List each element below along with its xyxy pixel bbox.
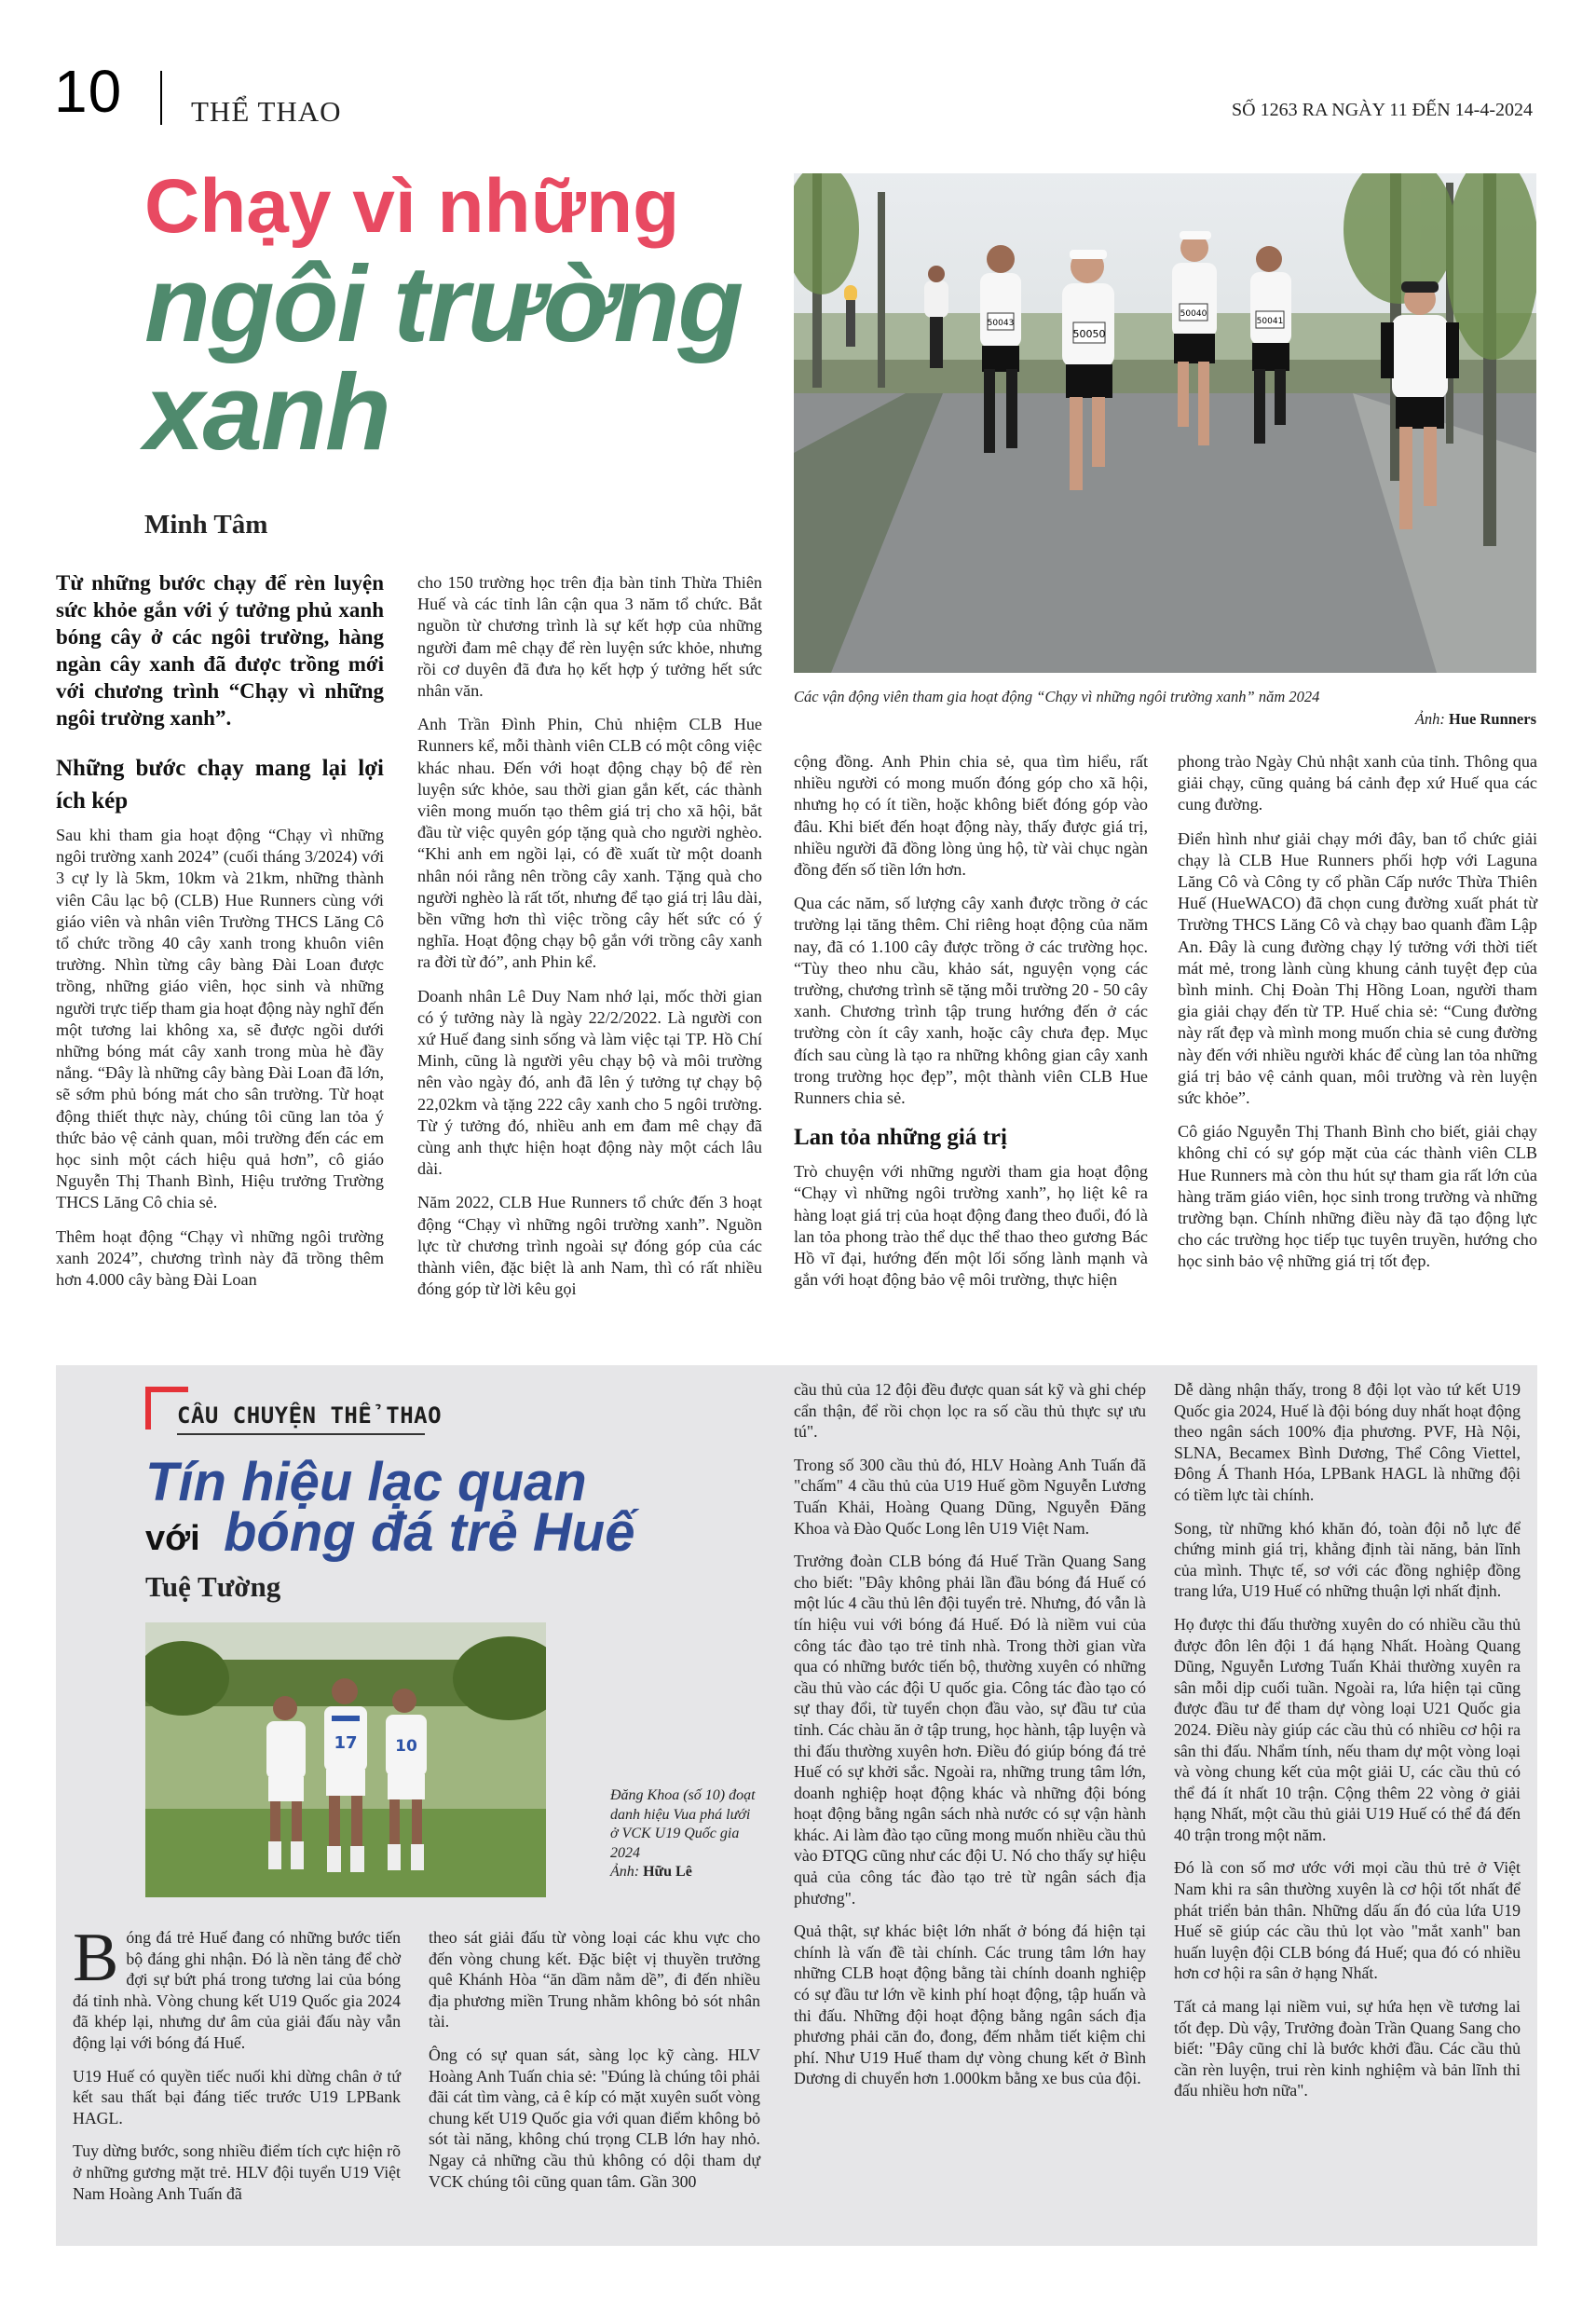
paragraph: Cô giáo Nguyễn Thị Thanh Bình cho biết, giải chạy không chỉ có sự góp mặt của các thành viên CLB Hue Runners mà còn thu hút sự tham gia rất lớn của hàng trăm giáo viên, học sinh trong trường và những trường bạn. Chính những điều này đã tạo động lực cho các trường học tiếp tục tuyên truyền, hướng cho học sinh bảo vệ những giá trị tốt đẹp. (1178, 1122, 1537, 1271)
paragraph: Qua các năm, số lượng cây xanh được trồng ở các trường lại tăng thêm. Chỉ riêng hoạt động của năm nay, đã có 1.100 cây được trồng ở các trường học. “Tùy theo nhu cầu, khảo sát, nguyện vọng các trường, chương trình sẽ tặng mỗi trường 20 - 50 cây xanh. Chương trình tập trung hướng đến ở các trường còn ít cây xanh, hoặc cây chưa đẹp. Mục đích sau cùng là tạo ra những không gian cây xanh trong trường học đẹp”, một thành viên CLB Hue Runners chia sẻ. (794, 894, 1148, 1108)
dropcap: B (73, 1920, 119, 1996)
bib-2: 50050 (1072, 328, 1106, 340)
bib-3: 50040 (1180, 309, 1207, 319)
section-name: THỂ THAO (191, 95, 342, 128)
issue-date: SỐ 1263 RA NGÀY 11 ĐẾN 14-4-2024 (1232, 100, 1533, 120)
paragraph: cộng đồng. Anh Phin chia sẻ, qua tìm hiểu, rất nhiều người có mong muốn đóng góp cho xã hội, nhưng họ có ít tiền, hoặc không biết đóng góp vào đâu. Khi biết đến hoạt động này, thấy được giá trị, nhiều người đã đồng lòng ủng hộ, từ vài chục ngàn đồng đến số tiền lớn hơn. (794, 752, 1148, 880)
players-illustration (145, 1622, 546, 1897)
paragraph: Quả thật, sự khác biệt lớn nhất ở bóng đá hiện tại chính là vấn đề tài chính. Các trung tâm lớn hay những CLB hoạt động bằng tài chính doanh nghiệp có sự đầu tư lớn về kinh phí hoạt động, tập huấn và thi đấu. Những đội hoạt động bằng ngân sách địa phương phải căn đo, đong, đếm nhằm tiết kiệm chi phí. Như U19 Huế tham dự vòng chung kết ở Bình Dương di chuyển hơn 1.000km bằng xe bus của đội. (794, 1922, 1146, 2088)
paragraph: phong trào Ngày Chủ nhật xanh của tỉnh. Thông qua giải chạy, cũng quảng bá cảnh đẹp xứ Huế qua các cung đường. (1178, 752, 1537, 814)
paragraph: Trưởng đoàn CLB bóng đá Huế Trần Quang Sang cho biết: "Đây không phải lần đầu bóng đá Huế có một lúc 4 cầu thủ lên đội tuyển trẻ. Nhưng, đó vẫn là tín hiệu vui với bóng đá Huế. Đó là niềm vui của công tác đào tạo trẻ tỉnh nhà. Trong thời gian vừa qua có những bước tiến bộ, thường xuyên có những cầu thủ vào các đội U quốc gia. Công tác đào tạo có sự thay đổi, từ tuyển chọn đầu vào, sự đầu tư của tỉnh. Các chàu ăn ở tập trung, học hành, tập luyện và thi đấu thường xuyên hơn. Điều đó giúp bóng đá trẻ Huế có sự khởi sắc. Ngoài ra, những trung tâm lớn, doanh nghiệp hoạt động khác và những đội bóng hoạt động bằng ngân sách nhà nước có sự vận hành khác. Ai làm đào tạo cũng mong muốn nhiều cầu thủ vào ĐTQG cũng như các đội U. Nó cho thấy sự hiệu quả của công tác đào tạo trẻ từ ngân sách địa phương". (794, 1552, 1146, 1908)
article2-column-2 (429, 1927, 760, 2204)
article2-column-1 (73, 1920, 401, 2216)
article-title-line-3: xanh (144, 351, 389, 472)
paragraph: Họ được thi đấu thường xuyên do có nhiều cầu thủ được đôn lên đội 1 đá hạng Nhất. Hoàng Quang Dũng, Nguyễn Lương Tuấn Khải thường xuyên ra sân mỗi dịp cuối tuần. Ngoài ra, lứa hiện tại cũng được đầu tư để tham dự vòng loại U21 Quốc gia 2024. Điều này giúp các cầu thủ có nhiều cơ hội ra sân thi đấu. Nhẩm tính, nếu tham dự một vòng loại và vòng chung kết của một giải U, các cầu thủ có thể đá ít nhất 10 trận. Cộng thêm 22 vòng ở giải hạng Nhất, một cầu thủ giải U19 Huế có thể đá đến 40 trận trong một năm. (1174, 1614, 1521, 1844)
article1-column-4 (1178, 751, 1537, 1285)
paragraph-text: óng đá trẻ Huế đang có những bước tiến bộ đáng ghi nhận. Đó là nền tảng để chờ đợi sự bứt phá trong tương lai của bóng đá tỉnh nhà. Vòng chung kết U19 Quốc gia 2024 đã khép lại, nhưng dư âm của giải đấu này vẫn động lại với bóng đá Huế. (73, 1928, 401, 2052)
paragraph: Ông có sự quan sát, sàng lọc kỹ càng. HLV Hoàng Anh Tuấn chia sẻ: "Đúng là chúng tôi phải đãi cát tìm vàng, cả ê kíp có mặt xuyên suốt vòng chung kết U19 Quốc gia với quan điểm không bỏ sót tài năng, không chú trọng CLB lớn hay nhỏ. Ngay cả những cầu thủ không có dội tham dự VCK chúng tôi cũng quan tâm. Gần 300 (429, 2045, 760, 2191)
bib-1: 50043 (987, 319, 1015, 328)
photo-caption: Các vận động viên tham gia hoạt động “Chạy vì những ngôi trường xanh” năm 2024 (794, 688, 1320, 705)
paragraph: cho 150 trường học trên địa bàn tỉnh Thừa Thiên Huế và các tỉnh lân cận qua 3 năm tổ chức. Bắt nguồn từ chương trình là sự kết hợp của những người đam mê chạy để rèn luyện sức khỏe, nhưng rồi cơ duyên đã đưa họ kết hợp ý tưởng hết sức nhân văn. (417, 573, 762, 701)
article-title-line-2: ngôi trường (144, 243, 743, 364)
players-photo-caption (610, 1786, 759, 1882)
runners-illustration (794, 173, 1536, 673)
page-number: 10 (54, 58, 123, 125)
article-title-line-1: Chạy vì những (144, 164, 680, 249)
players-credit-label: Ảnh: (610, 1864, 640, 1880)
jersey-number-right: 10 (395, 1737, 417, 1756)
subheading-2: Lan tỏa những giá trị (794, 1125, 1007, 1151)
runners-photo (794, 173, 1536, 673)
paragraph: Trong số 300 cầu thủ đó, HLV Hoàng Anh Tuấn đã "chấm" 4 cầu thủ của U19 Huế gồm Nguyễn Lương Tuấn Khải, Hoàng Quang Dũng, Nguyễn Đăng Khoa và Đào Quốc Long lên U19 Việt Nam. (794, 1455, 1146, 1538)
paragraph: Song, từ những khó khăn đó, toàn đội nỗ lực để chứng minh giá trị, khẳng định tài năng, bản lĩnh của mình. Thực tế, sơ với các đồng nghiệp đồng trang lứa, U19 Huế có những thuận lợi nhất định. (1174, 1518, 1521, 1601)
article-author: Minh Tâm (144, 510, 268, 540)
bib-4: 50041 (1256, 317, 1284, 326)
paragraph: Điển hình như giải chạy mới đây, ban tổ chức giải chạy là CLB Hue Runners phối hợp với Laguna Lăng Cô và Công ty cổ phần Cấp nước Thừa Thiên Huế (HueWACO) đã chọn cung đường xuất phát từ Trường THCS Lăng Cô và chạy bao quanh đầm Lập An. Đây là cung đường chạy lý tưởng với thời tiết mát mẻ, trong lành cùng khung cảnh tuyệt đẹp của bình minh. Chị Đoàn Thị Hồng Loan, người tham gia giải chạy đến từ TP. Huế chia sẻ: “Cung đường này rất đẹp và mình mong muốn chia sẻ cung đường này đến với nhiều người khác để cùng lan tỏa những giá trị bảo vệ cảnh quan, môi trường và rèn luyện sức khỏe”. (1178, 828, 1537, 1108)
players-photo (145, 1622, 546, 1897)
subheading-1: Những bước chạy mang lại lợi ích kép (56, 756, 384, 814)
paragraph-with-dropcap (73, 1920, 401, 2054)
photo-credit-label: Ảnh: (1414, 710, 1445, 728)
paragraph: Năm 2022, CLB Hue Runners tổ chức đến 3 hoạt động “Chạy vì những ngôi trường xanh”. Nguồn lực từ chương trình ngoài sự đóng góp của các thành viên, đặc biệt là anh Nam, thì có rất nhiều đóng góp từ lời kêu gọi (417, 1193, 762, 1299)
article2-title-word: với (145, 1519, 200, 1558)
paragraph: U19 Huế có quyền tiếc nuối khi dừng chân ở tứ kết sau thất bại đáng tiếc trước U19 LPBank HAGL. (73, 2066, 401, 2127)
article1-column-3 (794, 751, 1148, 1303)
paragraph: theo sát giải đấu từ vòng loại các khu vực cho đến vòng chung kết. Đặc biệt vị thuyền trưởng quê Khánh Hòa “ăn dầm nằm dề”, đi đến nhiều địa phương miền Trung nhằm không bỏ sót nhân tài. (429, 1928, 760, 2032)
paragraph: Sau khi tham gia hoạt động “Chạy vì những ngôi trường xanh 2024” (cuối tháng 3/2024) với 3 cự ly là 5km, 10km và 21km, những thành viên Câu lạc bộ (CLB) Hue Runners cùng với giáo viên và nhân viên Trường THCS Lăng Cô tổ chức trồng 40 cây xanh trong khuôn viên trường. Nhìn từng cây bàng Đài Loan được trồng, những giáo viên, học sinh và những người trực tiếp tham gia hoạt động này nghĩ đến một tương lai không xa, sẽ được ngồi dưới những bóng mát cây xanh trong mùa hè đầy nắng. “Đây là những cây bàng Đài Loan đã lớn, sẽ sớm phủ bóng mát cho sân trường. Từ hoạt động thiết thực này, chúng tôi cũng lan tỏa ý thức bảo vệ cảnh quan, môi trường đến các em học sinh một cách hiệu quả hơn”, cô giáo Nguyễn Thị Thanh Bình, Hiệu trưởng Trường THCS Lăng Cô chia sẻ. (56, 826, 384, 1212)
article-lead: Từ những bước chạy để rèn luyện sức khỏe gắn với ý tưởng phủ xanh bóng cây ở các ngôi trường, hàng ngàn cây xanh đã được trồng mới với chương trình “Chạy vì những ngôi trường xanh”. (56, 571, 384, 730)
box-label: CÂU CHUYỆN THỂ THAO (177, 1402, 443, 1429)
paragraph: Thêm hoạt động “Chạy vì những ngôi trường xanh 2024”, chương trình này đã trồng thêm hơn 4.000 cây bàng Đài Loan (56, 1226, 384, 1290)
article2-column-3 (794, 1379, 1146, 2101)
paragraph: cầu thủ của 12 đội đều được quan sát kỹ và ghi chép cẩn thận, để rồi chọn lọc ra số cầu thủ thực sự ưu tú". (794, 1380, 1146, 1442)
paragraph: Dễ dàng nhận thấy, trong 8 đội lọt vào tứ kết U19 Quốc gia 2024, Huế là đội bóng duy nhất hoạt động theo ngân sách 100% địa phương. PVF, Hà Nội, SLNA, Becamex Bình Dương, Thể Công Viettel, Đông Á Thanh Hóa, LPBank HAGL là những đội có tiềm lực tài chính. (1174, 1380, 1521, 1504)
paragraph: Tất cả mang lại niềm vui, sự hứa hẹn về tương lai tốt đẹp. Dù vậy, Trưởng đoàn Trần Quang Sang cho biết: "Đây cũng chỉ là bước khởi đầu. Các cầu thủ cần rèn luyện, trui rèn kinh nghiệm và bản lĩnh thi đấu nhiều hơn nữa". (1174, 1997, 1521, 2100)
article2-title-line-2: bóng đá trẻ Huế (224, 1502, 635, 1563)
paragraph: Đó là con số mơ ước với mọi cầu thủ trẻ ở Việt Nam khi ra sân thường xuyên là cơ hội tốt nhất để phát triển bản thân. Những dấu ấn đó của lứa U19 Huế sẽ giúp các cầu thủ lọt vào "mắt xanh" ban huấn luyện đội CLB bóng đá Huế; qua đó có nhiều hơn cơ hội ra sân ở hạng Nhất. (1174, 1858, 1521, 1983)
players-caption-text: Đăng Khoa (số 10) đoạt danh hiệu Vua phá lưới ở VCK U19 Quốc gia 2024 (610, 1787, 756, 1861)
jersey-number-center: 17 (334, 1733, 358, 1753)
article2-title-line-1: Tín hiệu lạc quan (145, 1452, 587, 1512)
paragraph: Trò chuyện với những người tham gia hoạt động “Chạy vì những ngôi trường xanh”, họ liệt kê ra hàng loạt giá trị của hoạt động đang theo đuổi, đó là lan tỏa phong trào thể dục thể thao theo gương Bác Hồ vĩ đại, hướng đến một lối sống lành mạnh và gắn với hoạt động bảo vệ môi trường, thực hiện (794, 1162, 1148, 1290)
players-credit-name: Hữu Lê (643, 1864, 692, 1880)
photo-credit-name: Hue Runners (1449, 710, 1536, 728)
paragraph: Doanh nhân Lê Duy Nam nhớ lại, mốc thời gian có ý tưởng này là ngày 22/2/2022. Là người con xứ Huế đang sinh sống và làm việc tại TP. Hồ Chí Minh, cũng là người yêu chạy bộ và môi trường nên vào ngày đó, anh đã lên ý tưởng tự chạy bộ 22,02km và tặng 222 cây xanh cho 5 ngôi trường. Từ ý tưởng đó, nhiều anh em đam mê chạy đã cùng anh thực hiện hoạt động này một cách lâu dài. (417, 986, 762, 1179)
box-label-underline (177, 1433, 425, 1435)
article1-column-1 (56, 569, 384, 1303)
article2-column-4 (1174, 1379, 1521, 2114)
photo-credit (1415, 710, 1536, 729)
paragraph: Tuy dừng bước, song nhiều điểm tích cực hiện rõ ở những gương mặt trẻ. HLV đội tuyển U19 Việt Nam Hoàng Anh Tuấn đã (73, 2141, 401, 2203)
header-divider (160, 71, 162, 125)
article1-column-2 (417, 572, 762, 1313)
paragraph: Anh Trần Đình Phin, Chủ nhiệm CLB Hue Runners kể, mỗi thành viên CLB có một công việc khác nhau. Đến với hoạt động chạy bộ để rèn luyện sức khỏe, sau thời gian gắn kết, các thành viên mong muốn tạo thêm giá trị cho xã hội, bắt đầu từ việc quyên góp tặng quà cho người nghèo. “Khi anh em ngồi lại, có đề xuất từ một doanh nhân nói rằng nên trồng cây xanh. Tặng quà cho người nghèo là rất tốt, nhưng để tạo giá trị lâu dài, bền vững hơn thì việc trồng cây hết sức có ý nghĩa. Hoạt động chạy bộ gắn với trồng cây xanh ra đời từ đó”, anh Phin kể. (417, 715, 762, 972)
article2-author: Tuệ Tường (145, 1570, 281, 1603)
